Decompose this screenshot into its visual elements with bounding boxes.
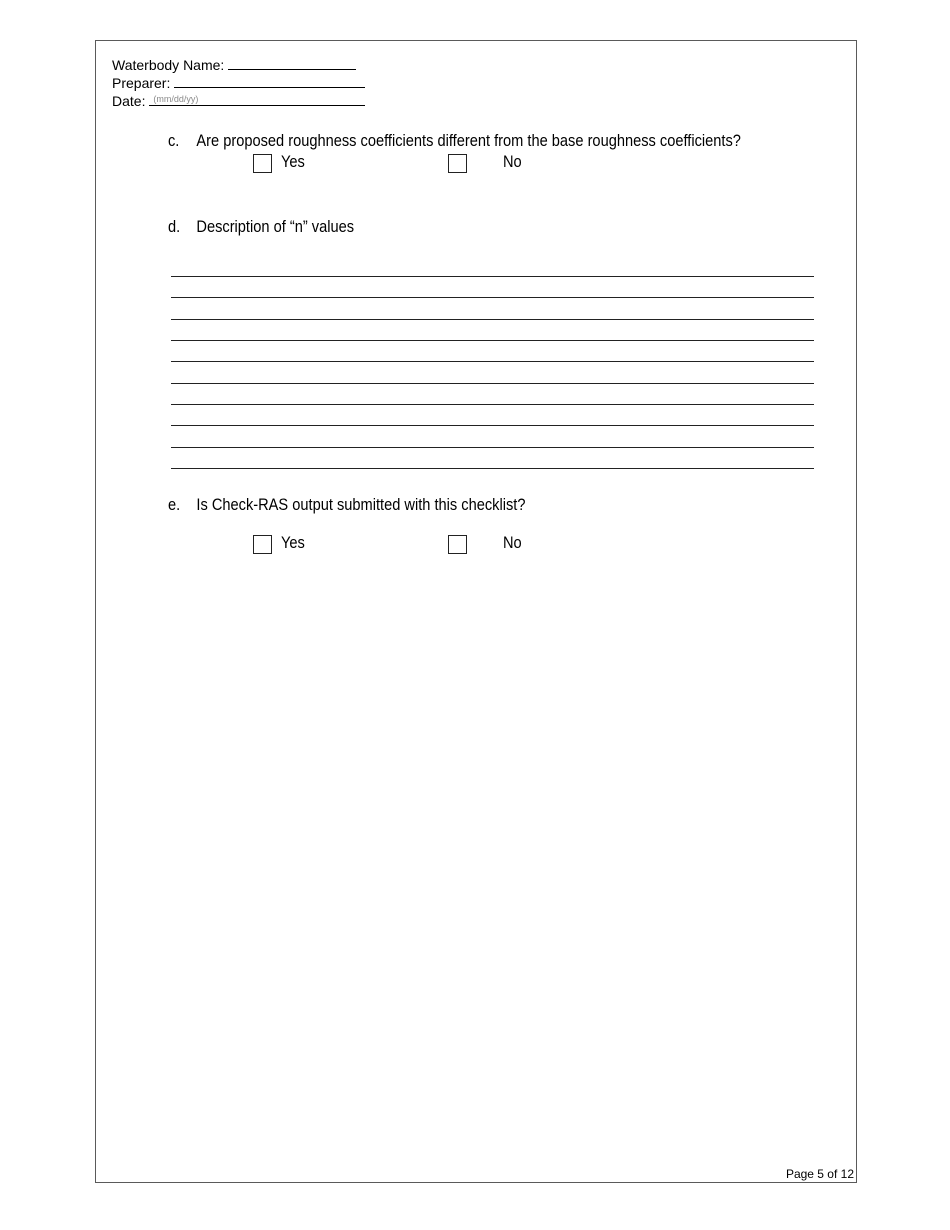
date-row bbox=[112, 92, 365, 110]
preparer-row bbox=[112, 74, 365, 92]
description-line[interactable] bbox=[171, 383, 814, 384]
question-e-yes-checkbox[interactable] bbox=[253, 535, 272, 554]
description-line[interactable] bbox=[171, 361, 814, 362]
description-line[interactable] bbox=[171, 319, 814, 320]
description-line[interactable] bbox=[171, 297, 814, 298]
preparer-label: Preparer: bbox=[112, 75, 171, 91]
question-c-yes-label: Yes bbox=[281, 152, 305, 171]
description-line[interactable] bbox=[171, 425, 814, 426]
question-d-letter: d. bbox=[168, 217, 181, 236]
question-e-no-label: No bbox=[503, 533, 522, 552]
date-field[interactable] bbox=[149, 92, 365, 106]
question-e-no-checkbox[interactable] bbox=[448, 535, 467, 554]
waterbody-name-field[interactable] bbox=[228, 56, 356, 70]
question-e bbox=[168, 495, 525, 515]
description-line[interactable] bbox=[171, 340, 814, 341]
question-e-letter: e. bbox=[168, 495, 181, 514]
waterbody-name-row bbox=[112, 56, 356, 74]
description-line[interactable] bbox=[171, 447, 814, 448]
question-c-no-label: No bbox=[503, 152, 522, 171]
question-e-text: Is Check-RAS output submitted with this checklist? bbox=[196, 495, 526, 514]
description-line[interactable] bbox=[171, 404, 814, 405]
question-c-yes-checkbox[interactable] bbox=[253, 154, 272, 173]
description-line[interactable] bbox=[171, 276, 814, 277]
question-d-text: Description of “n” values bbox=[196, 217, 355, 236]
waterbody-name-label: Waterbody Name: bbox=[112, 57, 225, 73]
page-number: Page 5 of 12 bbox=[785, 1167, 854, 1181]
question-c bbox=[168, 131, 741, 151]
date-label: Date: bbox=[112, 93, 146, 109]
question-c-letter: c. bbox=[168, 131, 180, 150]
question-c-text: Are proposed roughness coefficients different from the base roughness coefficients? bbox=[196, 131, 741, 150]
question-e-yes-label: Yes bbox=[281, 533, 305, 552]
page-frame bbox=[95, 40, 857, 1183]
question-d bbox=[168, 217, 354, 237]
description-line[interactable] bbox=[171, 468, 814, 469]
date-placeholder: (mm/dd/yy) bbox=[153, 94, 199, 104]
question-c-no-checkbox[interactable] bbox=[448, 154, 467, 173]
preparer-field[interactable] bbox=[174, 74, 365, 88]
